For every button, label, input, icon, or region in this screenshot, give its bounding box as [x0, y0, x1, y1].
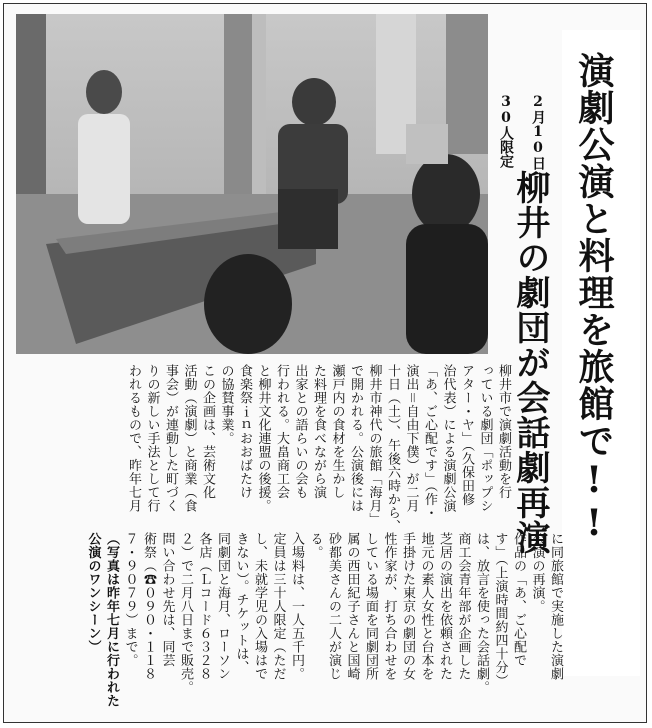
body-line: 瀬戸内の食材を生かし [329, 364, 345, 499]
body-line: 定員は三十人限定（ただ [270, 532, 286, 681]
body-line: し、未就学児の入場はで [252, 532, 267, 681]
body-line: きない）。チケットは、 [233, 532, 249, 674]
body-line: に同旅館で実施した演劇 [548, 532, 563, 681]
body-line: われるもので、昨年七月 [126, 364, 141, 513]
article-body-lower [36, 532, 564, 712]
performance-photo [16, 14, 488, 354]
body-line: している場面を同劇団所 [363, 532, 378, 681]
body-line: 術祭（☎０９０・１１８ [141, 532, 156, 681]
body-line: 作品の「あ、ご心配で [511, 532, 526, 667]
body-line: 入場料は、一人五千円。 [289, 532, 304, 681]
event-capacity: 30人限定 [498, 94, 514, 168]
body-line: 演出＝自由下僕）が二月 [403, 364, 419, 513]
body-line: 砂都美さんの二人が演じ [326, 532, 341, 681]
body-line: 性作家が、打ち合わせを [381, 532, 397, 681]
body-line: 属の西田紀子さんと国崎 [344, 532, 360, 681]
event-date-meta [498, 62, 562, 170]
body-line: 行われる。大畠商工会 [274, 364, 289, 499]
body-line: す」（上演時間約四十分） [492, 532, 508, 688]
body-line: 各店（Ｌコード６３２８ [196, 532, 212, 681]
photo-caption: （写真は昨年七月に行われた公演のワンシーン） [85, 532, 119, 708]
body-line: の協賛事業。 [218, 364, 234, 445]
body-line: 活動（演劇）と商業（食 [181, 364, 197, 513]
body-line: 出家との語らいの会も [292, 364, 308, 499]
event-date: 2月10日 [530, 94, 546, 170]
body-line: りの新しい手法として行 [144, 364, 160, 513]
body-line: 問い合わせ先は、同芸 [159, 532, 175, 667]
body-line: 商工会青年部が企画した [455, 532, 471, 681]
body-line: っている劇団「ポップシ [477, 364, 493, 513]
body-line: 同劇団と海月、ローソン [215, 532, 230, 681]
body-line: で開かれる。公演後には [348, 364, 363, 513]
body-line: 柳井市神代の旅館「海月」 [366, 364, 382, 526]
body-line: ２）で二月八日まで販売。 [178, 532, 193, 694]
body-line: 十日（土）、午後六時から、 [385, 364, 400, 533]
body-line: 地元の素人女性と台本を [418, 532, 434, 681]
body-line: 柳井市で演劇活動を行 [496, 364, 511, 499]
body-line: 手掛けた東京の劇団の女 [400, 532, 415, 681]
body-line: この企画は、芸術文化 [200, 364, 215, 499]
body-line: 治代表）による演劇公演 [440, 364, 456, 513]
body-line: 「あ、ご心配です」（作・ [422, 364, 437, 520]
headline-main: 演劇公演と料理を旅館で!! [573, 52, 615, 545]
body-line: 食楽祭ｉｎおおばたけ [237, 364, 252, 499]
body-line: は、放言を使った会話劇。 [474, 532, 489, 694]
body-line: 芝居の演出を依頼された [437, 532, 452, 681]
headline-sub: 柳井の劇団が会話劇再演 [510, 170, 550, 555]
body-line: 事会）が連動した町づく [163, 364, 178, 513]
body-line: た料理を食べながら演 [311, 364, 326, 499]
body-line: と柳井文化連盟の後援。 [255, 364, 271, 513]
photo-illustration [16, 14, 488, 354]
body-line: ７・９０７９）まで。 [122, 532, 138, 667]
body-line: る。 [307, 532, 323, 559]
body-line: アター・ヤ」（久保田修 [459, 364, 474, 506]
body-line: 公演の再演。 [529, 532, 545, 613]
